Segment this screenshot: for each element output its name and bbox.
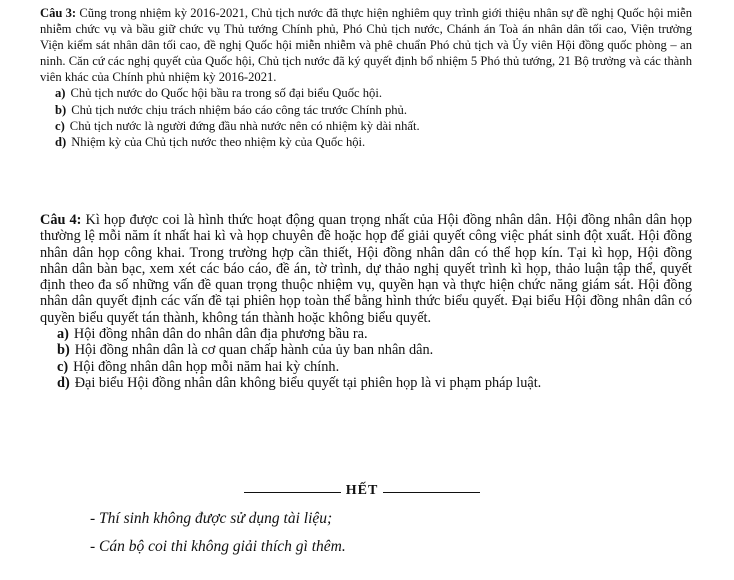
question-3-option-b [40,102,692,118]
question-3-option-c [40,118,692,134]
question-3-text: Cũng trong nhiệm kỳ 2016-2021, Chủ tịch nước đã thực hiện nghiêm quy trình giới thiệu nhân sự đề nghị Quốc hội miễn nhiễm chức vụ và bầu giữ chức vụ Thủ tướng Chính phủ, Phó Chủ tịch nước, Chánh án Toà án nhân dân tối cao, Viện trưởng Viện kiểm sát nhân dân tối cao, đề nghị Quốc hội miễn nhiễm và phê chuẩn Phó chủ tịch và Ủy viên Hội đồng quốc phòng – an ninh. Căn cứ các nghị quyết của Quốc hội, Chủ tịch nước đã ký quyết định bổ nhiệm 5 Phó thủ tướng, 21 Bộ trưởng và các thành viên khác của Chính phủ nhiệm kỳ 2016-2021. [40,6,692,85]
question-3-options [40,85,692,149]
option-text: Hội đồng nhân dân họp mỗi năm hai kỳ chính. [73,358,340,375]
option-text: Hội đồng nhân dân là cơ quan chấp hành của ủy ban nhân dân. [74,342,434,359]
option-letter: d) [57,374,70,391]
question-3 [40,5,692,150]
question-3-option-a [40,85,692,101]
question-4 [40,212,692,391]
end-dash-right [383,492,480,493]
question-3-option-d [40,134,692,150]
question-4-option-c [40,359,692,375]
option-text: Chủ tịch nước là người đứng đầu nhà nước nên có nhiệm kỳ dài nhất. [69,118,420,133]
question-4-options [40,326,692,391]
exam-note-1: - Thí sinh không được sử dụng tài liệu; [90,510,333,527]
option-text: Hội đồng nhân dân do nhân dân địa phương bầu ra. [73,326,368,343]
option-text: Chủ tịch nước chịu trách nhiệm báo cáo công tác trước Chính phủ. [71,102,407,117]
end-marker [244,483,480,499]
option-text: Nhiệm kỳ của Chủ tịch nước theo nhiệm kỳ của Quốc hội. [71,134,366,149]
end-dash-left [244,492,341,493]
question-3-stem [40,5,692,85]
question-4-option-a [40,326,692,342]
option-letter: c) [55,118,65,133]
question-4-text: Kì họp được coi là hình thức hoạt động quan trọng nhất của Hội đồng nhân dân. Hội đồng nhân dân họp thường lệ mỗi năm ít nhất hai kì và họp chuyên đề hoặc họp để giải quyết công việc phát sinh đột xuất. Hội đồng nhân dân họp công khai. Trong trường hợp cần thiết, Hội đồng nhân dân có thể họp kín. Tại kì họp, Hội đồng nhân dân bàn bạc, xem xét các báo cáo, đề án, tờ trình, dự thảo nghị quyết trình kì họp, thảo luận tập thể, quyết định theo đa số những vấn đề quan trọng thuộc nhiệm vụ, quyền hạn và thực hiện chức năng giám sát. Hội đồng nhân dân quyết định các vấn đề tại phiên họp toàn thể bằng hình thức biểu quyết. Đại biểu Hội đồng nhân dân có quyền biểu quyết tán thành, không tán thành hoặc không biểu quyết. [40,212,692,326]
option-letter: b) [55,102,67,117]
option-letter: c) [57,358,69,375]
option-letter: a) [57,326,69,343]
question-4-option-b [40,342,692,358]
question-4-option-d [40,375,692,391]
option-text: Chủ tịch nước do Quốc hội bầu ra trong số đại biểu Quốc hội. [70,86,382,101]
option-letter: b) [57,342,70,359]
question-4-label: Câu 4: [40,212,82,228]
question-4-stem [40,212,692,326]
end-text: HẾT [345,483,379,498]
exam-note-2: - Cán bộ coi thi không giải thích gì thêm. [90,538,346,555]
option-letter: a) [55,86,66,101]
option-letter: d) [55,134,67,149]
option-text: Đại biểu Hội đồng nhân dân không biểu quyết tại phiên họp là vi phạm pháp luật. [74,374,542,391]
question-3-label: Câu 3: [40,6,77,20]
